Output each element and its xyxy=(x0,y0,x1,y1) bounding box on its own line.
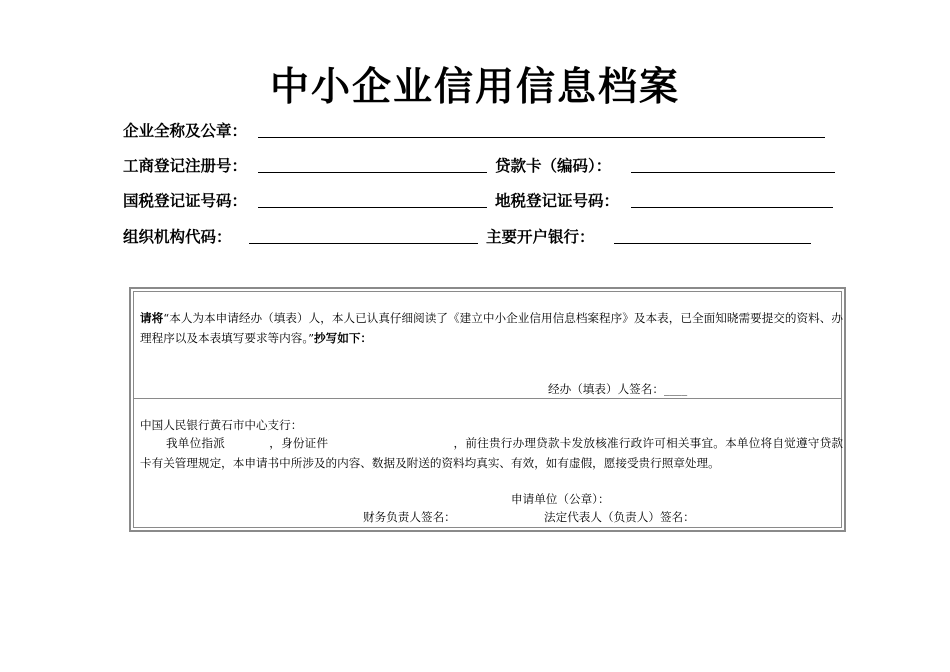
local-tax-label: 地税登记证号码： xyxy=(495,192,620,210)
declaration-lead: 请将 xyxy=(140,311,164,325)
local-tax-blank[interactable] xyxy=(631,207,833,208)
loan-card-blank[interactable] xyxy=(631,172,835,173)
assign-label: 我单位指派 xyxy=(166,436,226,450)
loan-card-label: 贷款卡（编码）： xyxy=(495,157,612,175)
finance-signature-label: 财务负责人签名： xyxy=(363,510,456,524)
applicant-unit-label: 申请单位（公章）： xyxy=(511,492,610,506)
company-name-label: 企业全称及公章： xyxy=(123,122,248,140)
authorization-text xyxy=(140,434,843,473)
section-divider xyxy=(134,398,841,399)
company-name-blank[interactable] xyxy=(258,137,825,138)
business-reg-label: 工商登记注册号： xyxy=(123,157,248,175)
national-tax-label: 国税登记证号码： xyxy=(123,192,248,210)
org-code-blank[interactable] xyxy=(249,243,478,244)
declaration-body: “本人为本申请经办（填表）人，本人已认真仔细阅读了《建立中小企业信用信息档案程序》及本表，已全面知晓需要提交的资料、办理程序以及本表填写要求等内容。” xyxy=(140,311,843,345)
business-reg-blank[interactable] xyxy=(258,172,487,173)
legal-rep-signature-label: 法定代表人（负责人）签名： xyxy=(544,510,695,524)
declaration-box-inner xyxy=(133,291,842,528)
handler-signature-row xyxy=(548,380,687,400)
form-title: 中小企业信用信息档案 xyxy=(269,65,680,110)
addressee: 中国人民银行黄石市中心支行： xyxy=(140,418,303,432)
org-code-label: 组织机构代码： xyxy=(123,228,232,246)
authorization-body: ，前往贵行办理贷款卡发放核准行政许可相关事宜。本单位将自觉遵守贷款卡有关管理规定，本申请书中所涉及的内容、数据及附送的资料均真实、有效，如有虚假，愿接受贵行照章处理。 xyxy=(140,436,843,470)
main-bank-blank[interactable] xyxy=(614,243,811,244)
main-bank-label: 主要开户银行： xyxy=(486,228,595,246)
national-tax-blank[interactable] xyxy=(258,207,487,208)
declaration-text xyxy=(140,309,843,348)
declaration-box xyxy=(129,287,846,532)
handler-signature-label: 经办（填表）人签名： xyxy=(548,382,664,396)
id-label: ，身份证件 xyxy=(269,436,329,450)
copy-label: 抄写如下： xyxy=(314,330,373,345)
handler-signature-blank[interactable]: ____ xyxy=(663,382,688,396)
